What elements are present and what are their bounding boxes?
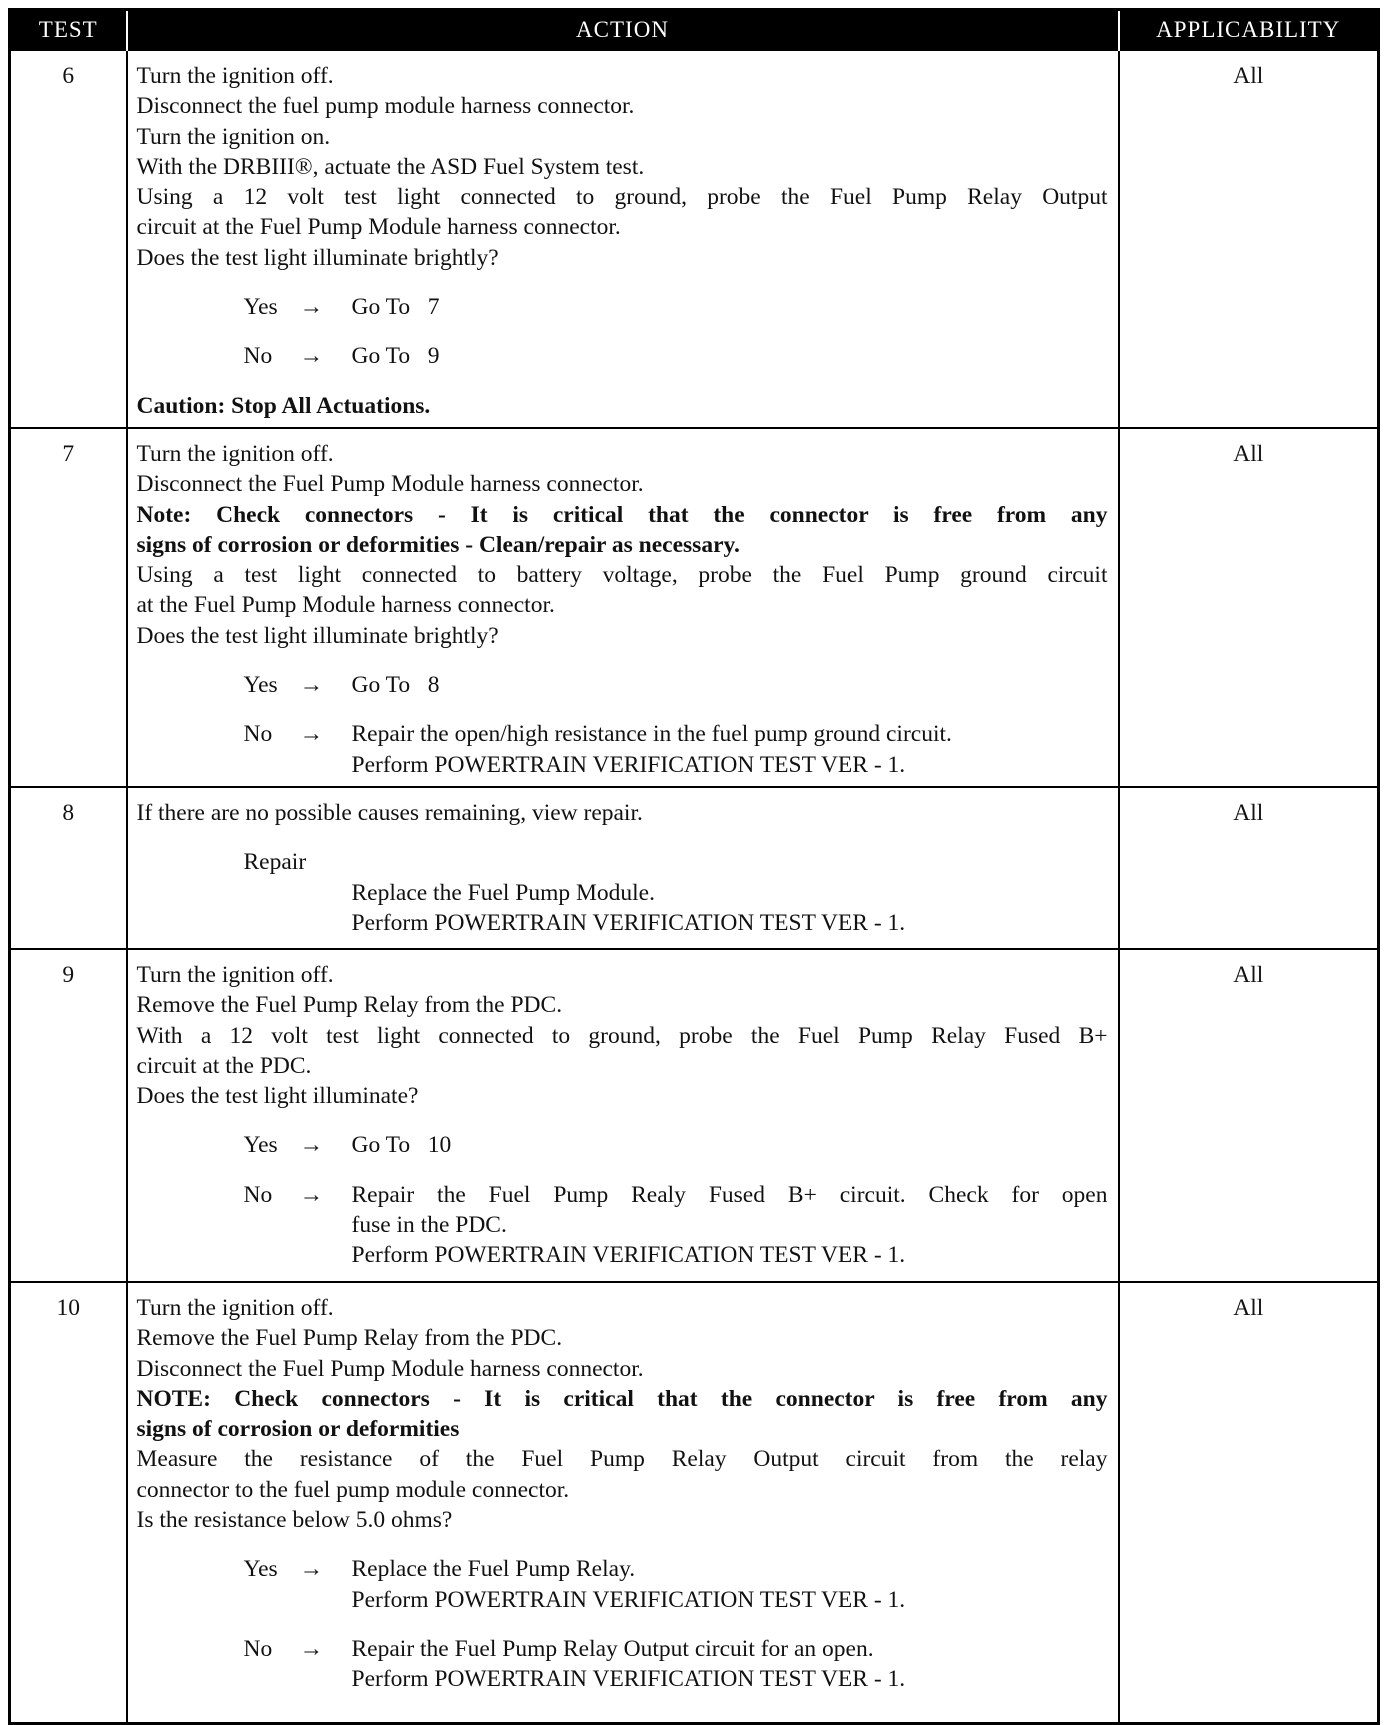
yes-text: Go To 7	[351, 294, 440, 321]
test-number: 9	[10, 949, 127, 1282]
no-option	[137, 1180, 1108, 1271]
no-option	[137, 1634, 1108, 1695]
yes-text-line: Replace the Fuel Pump Relay.	[351, 1556, 636, 1583]
action-cell	[127, 949, 1119, 1282]
action-line: circuit at the Fuel Pump Module harness connector.	[136, 214, 621, 241]
no-text: Go To 9	[351, 343, 440, 370]
yes-label: Yes	[243, 1556, 278, 1583]
yes-text	[352, 1554, 1108, 1615]
yes-option	[137, 292, 1108, 322]
action-line: Disconnect the Fuel Pump Module harness connector.	[136, 471, 644, 498]
no-text-line: Perform POWERTRAIN VERIFICATION TEST VER - 1.	[351, 751, 906, 778]
repair-text-line: Perform POWERTRAIN VERIFICATION TEST VER - 1.	[351, 909, 906, 936]
action-line: Remove the Fuel Pump Relay from the PDC.	[136, 1325, 563, 1352]
right-arrow-icon: →	[299, 672, 323, 699]
no-text	[352, 1634, 1108, 1695]
no-text-line: Perform POWERTRAIN VERIFICATION TEST VER - 1.	[351, 1666, 906, 1693]
caution-note: Caution: Stop All Actuations.	[136, 392, 431, 419]
action-line: Turn the ignition off.	[136, 440, 334, 467]
action-line: Turn the ignition off.	[136, 1294, 334, 1321]
right-arrow-icon: →	[299, 343, 323, 370]
no-text	[352, 1180, 1108, 1271]
test-number: 7	[10, 428, 127, 787]
yes-text: Go To 10	[351, 1132, 452, 1159]
action-line: Using a test light connected to battery voltage, probe the Fuel Pump ground circuit	[136, 562, 1108, 589]
no-label: No	[243, 343, 273, 370]
right-arrow-icon: →	[299, 1181, 323, 1208]
note-line: signs of corrosion or deformities - Clean/repair as necessary.	[136, 531, 740, 558]
action-line: Does the test light illuminate brightly?	[136, 244, 499, 271]
action-line: Using a 12 volt test light connected to ground, probe the Fuel Pump Relay Output	[136, 184, 1108, 211]
action-line: circuit at the PDC.	[136, 1052, 312, 1079]
yes-label: Yes	[243, 672, 278, 699]
right-arrow-icon: →	[299, 294, 323, 321]
table-row	[10, 428, 1379, 787]
note-line: Note: Check connectors - It is critical that the connector is free from any	[136, 501, 1108, 528]
action-cell	[127, 787, 1119, 949]
note-line: signs of corrosion or deformities	[136, 1416, 460, 1443]
action-line: Remove the Fuel Pump Relay from the PDC.	[136, 992, 563, 1019]
yes-option	[137, 1130, 1108, 1160]
action-line: Is the resistance below 5.0 ohms?	[136, 1507, 453, 1534]
action-line: With a 12 volt test light connected to ground, probe the Fuel Pump Relay Fused B+	[136, 1022, 1108, 1049]
table-row	[10, 949, 1379, 1282]
no-label: No	[243, 721, 273, 748]
action-line: Turn the ignition off.	[136, 961, 334, 988]
test-number: 6	[10, 50, 127, 428]
table-row	[10, 1282, 1379, 1724]
header-action: ACTION	[127, 10, 1119, 51]
right-arrow-icon: →	[299, 1635, 323, 1662]
action-line: If there are no possible causes remaining, view repair.	[136, 799, 643, 826]
right-arrow-icon: →	[299, 721, 323, 748]
action-cell	[127, 1282, 1119, 1724]
yes-option	[137, 670, 1108, 700]
action-line: Turn the ignition off.	[136, 63, 334, 89]
action-line: Measure the resistance of the Fuel Pump Relay Output circuit from the relay	[136, 1446, 1108, 1473]
no-text-line: Repair the open/high resistance in the fuel pump ground circuit.	[351, 721, 952, 748]
action-line: Disconnect the fuel pump module harness connector.	[136, 93, 635, 120]
test-number: 8	[10, 787, 127, 949]
no-text-line: Repair the Fuel Pump Realy Fused B+ circuit. Check for open	[351, 1181, 1108, 1208]
header-test: TEST	[10, 10, 127, 51]
right-arrow-icon: →	[299, 1132, 323, 1159]
action-cell	[127, 50, 1119, 428]
no-text-line: Perform POWERTRAIN VERIFICATION TEST VER - 1.	[351, 1242, 906, 1269]
action-line: Does the test light illuminate brightly?	[136, 622, 499, 649]
applicability-value: All	[1119, 1282, 1379, 1724]
applicability-value: All	[1119, 50, 1379, 428]
action-line: Disconnect the Fuel Pump Module harness connector.	[136, 1355, 644, 1382]
repair-text-line: Replace the Fuel Pump Module.	[351, 879, 655, 906]
test-number: 10	[10, 1282, 127, 1724]
diagnostic-test-table	[8, 8, 1380, 1725]
action-line: Turn the ignition on.	[136, 123, 331, 150]
yes-option	[137, 1554, 1108, 1615]
yes-text: Go To 8	[351, 672, 440, 699]
no-label: No	[243, 1635, 273, 1662]
no-option	[137, 341, 1108, 371]
yes-label: Yes	[243, 294, 278, 321]
action-line: at the Fuel Pump Module harness connector.	[136, 592, 555, 619]
header-applicability: APPLICABILITY	[1119, 10, 1379, 51]
note-line: NOTE: Check connectors - It is critical that the connector is free from any	[136, 1385, 1108, 1412]
yes-text-line: Perform POWERTRAIN VERIFICATION TEST VER - 1.	[351, 1586, 906, 1613]
action-line: With the DRBIII®, actuate the ASD Fuel System test.	[136, 153, 645, 180]
action-line: connector to the fuel pump module connector.	[136, 1476, 570, 1503]
no-text	[352, 719, 1108, 780]
no-option	[137, 719, 1108, 780]
applicability-value: All	[1119, 787, 1379, 949]
applicability-value: All	[1119, 949, 1379, 1282]
applicability-value: All	[1119, 428, 1379, 787]
table-row	[10, 50, 1379, 428]
no-text-line: fuse in the PDC.	[351, 1212, 507, 1239]
no-text-line: Repair the Fuel Pump Relay Output circuit for an open.	[351, 1635, 874, 1662]
yes-label: Yes	[243, 1132, 278, 1159]
table-row	[10, 787, 1379, 949]
no-label: No	[243, 1181, 273, 1208]
action-cell	[127, 428, 1119, 787]
right-arrow-icon: →	[299, 1556, 323, 1583]
repair-label: Repair	[243, 849, 307, 876]
action-line: Does the test light illuminate?	[136, 1083, 419, 1110]
table-header-row	[10, 10, 1379, 51]
